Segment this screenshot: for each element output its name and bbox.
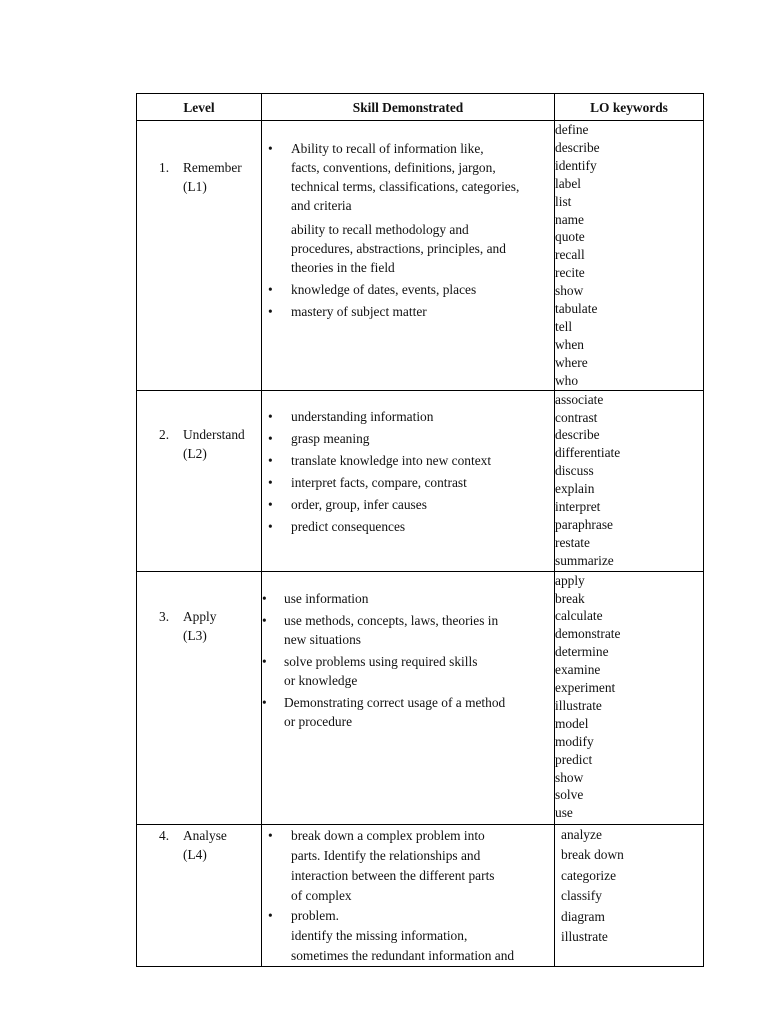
list-item: • order, group, infer causes	[268, 496, 427, 512]
keyword: determine	[555, 644, 609, 660]
keyword: label	[555, 175, 582, 191]
level-name: Remember (L1)	[183, 160, 242, 194]
keyword: list	[555, 193, 572, 209]
keyword-list	[555, 121, 703, 390]
table-row	[137, 121, 704, 391]
keyword: where	[555, 354, 588, 370]
level-number: 1.	[159, 160, 170, 175]
keyword: model	[555, 715, 589, 731]
keyword: describe	[555, 139, 600, 155]
list-item: • translate knowledge into new context	[268, 452, 492, 468]
list-item: • Demonstrating correct usage of a method or procedure	[262, 694, 506, 729]
keywords-cell	[555, 121, 704, 391]
header-skill-demonstrated: Skill Demonstrated	[262, 94, 555, 121]
header-level: Level	[137, 94, 262, 121]
keyword: recite	[555, 265, 585, 281]
keyword: identify	[555, 157, 597, 173]
bullet-icon: •	[268, 141, 273, 156]
bullet-icon: •	[268, 430, 273, 446]
list-item: • Ability to recall of information like, facts, conventions, definitions, jargon, technical terms, classifications, categories, and criteria	[268, 141, 520, 213]
keyword: show	[555, 283, 584, 299]
keyword: describe	[555, 427, 600, 443]
bullet-icon: •	[268, 304, 273, 319]
keywords-cell	[555, 390, 704, 571]
keyword: illustrate	[561, 929, 608, 945]
keyword: show	[555, 769, 584, 785]
keyword: classify	[561, 888, 602, 904]
keyword: discuss	[555, 463, 594, 479]
bullet-icon: •	[268, 496, 273, 512]
bullet-icon: •	[268, 474, 273, 490]
keyword: experiment	[555, 680, 616, 696]
skill-cell	[262, 121, 555, 391]
list-item: • use methods, concepts, laws, theories in new situations	[262, 612, 499, 647]
keyword: define	[555, 122, 589, 137]
keyword-list	[555, 825, 703, 948]
level-cell	[137, 390, 262, 571]
list-item: • predict consequences	[268, 518, 406, 534]
table-row	[137, 390, 704, 571]
level-name: Analyse (L4)	[183, 827, 227, 862]
keywords-cell	[555, 571, 704, 824]
skill-cell	[262, 824, 555, 966]
bullet-icon: •	[268, 282, 273, 297]
keyword: categorize	[561, 867, 617, 883]
list-item: ability to recall methodology and procedures, abstractions, principles, and theories in the field	[262, 220, 554, 277]
table-header-row	[137, 94, 704, 121]
bullet-icon: •	[262, 653, 267, 669]
bullet-icon: •	[262, 694, 267, 710]
level-number: 3.	[159, 608, 170, 624]
list-item: • solve problems using required skills or knowledge	[262, 653, 478, 688]
list-item: • mastery of subject matter	[268, 304, 427, 319]
table-row	[137, 824, 704, 966]
keyword: tell	[555, 318, 573, 334]
keyword: demonstrate	[555, 626, 621, 642]
keyword: name	[555, 211, 584, 227]
list-item: • interpret facts, compare, contrast	[268, 474, 467, 490]
keyword: calculate	[555, 608, 603, 624]
keyword: break	[555, 590, 585, 606]
keyword: solve	[555, 787, 584, 803]
keyword: apply	[555, 572, 585, 588]
level-cell	[137, 571, 262, 824]
learning-outcomes-table	[136, 93, 704, 967]
list-item: • grasp meaning	[268, 430, 370, 446]
list-item: • understanding information	[268, 408, 434, 424]
keyword: recall	[555, 247, 585, 263]
keyword: break down	[561, 847, 624, 863]
skill-cell	[262, 390, 555, 571]
level-name: Apply (L3)	[183, 608, 217, 643]
keyword: restate	[555, 534, 590, 550]
keyword: tabulate	[555, 301, 598, 317]
keyword-list	[555, 572, 703, 823]
square-bullet-icon	[268, 220, 277, 239]
keyword: differentiate	[555, 445, 621, 461]
keyword: when	[555, 336, 585, 352]
keywords-cell	[555, 824, 704, 966]
keyword: explain	[555, 481, 595, 497]
keyword: associate	[555, 391, 604, 407]
keyword: modify	[555, 733, 594, 749]
list-item: • knowledge of dates, events, places	[268, 282, 477, 297]
table-row	[137, 571, 704, 824]
level-number: 2.	[159, 426, 170, 442]
list-item: • use information	[262, 590, 369, 606]
keyword: interpret	[555, 499, 601, 515]
keyword: contrast	[555, 409, 598, 425]
keyword: use	[555, 805, 573, 821]
level-name: Understand (L2)	[183, 426, 245, 461]
list-item: • problem. identify the missing information, sometimes the redundant information and	[268, 907, 515, 963]
bullet-icon: •	[268, 408, 273, 424]
bullet-icon: •	[268, 518, 273, 534]
level-number: 4.	[159, 827, 170, 843]
bullet-icon: •	[268, 907, 273, 923]
keyword: predict	[555, 751, 593, 767]
bullet-icon: •	[262, 612, 267, 628]
keyword-list	[555, 391, 703, 570]
keyword: examine	[555, 662, 601, 678]
keyword: who	[555, 372, 579, 388]
keyword: paraphrase	[555, 516, 613, 532]
keyword: summarize	[555, 552, 614, 568]
bullet-icon: •	[268, 827, 273, 843]
skill-cell	[262, 571, 555, 824]
keyword: illustrate	[555, 697, 602, 713]
level-cell	[137, 121, 262, 391]
bullet-icon: •	[262, 590, 267, 606]
keyword: analyze	[561, 826, 602, 842]
keyword: quote	[555, 229, 585, 245]
header-lo-keywords: LO keywords	[555, 94, 704, 121]
keyword: diagram	[561, 908, 605, 924]
list-item: • break down a complex problem into parts. Identify the relationships and interaction between the different parts of complex	[268, 827, 495, 903]
level-cell	[137, 824, 262, 966]
bullet-icon: •	[268, 452, 273, 468]
